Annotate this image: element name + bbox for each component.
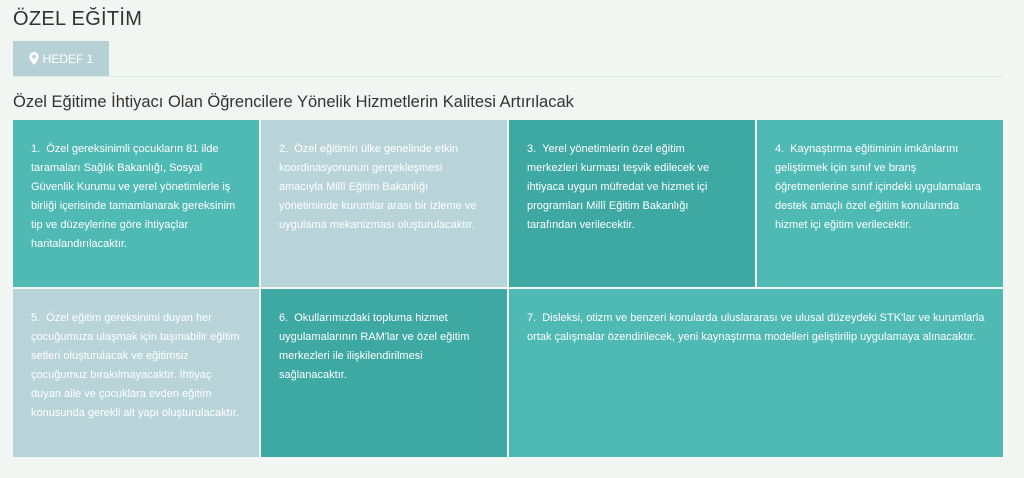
action-card-2 [261, 120, 507, 287]
action-text: Kaynaştırma eğitiminin imkânlarını geliştirmek için sınıf ve branş öğretmenlerine sınıf içindeki uygulamalara destek amaçlı özel eğitim konularında hizmet içi eğitim verilecektir. [775, 143, 982, 231]
action-grid [13, 120, 1003, 457]
action-number: 4. [775, 143, 785, 155]
action-card-7 [509, 289, 1003, 457]
action-number: 7. [527, 312, 537, 324]
goal-title: Özel Eğitime İhtiyacı Olan Öğrencilere Yönelik Hizmetlerin Kalitesi Artırılacak [13, 93, 574, 111]
action-card-1 [13, 120, 259, 287]
action-text: Özel eğitim gereksinimi duyan her çocuğumuza ulaşmak için taşınabilir eğitim setleri oluşturulacak ve eğitimsiz çocuğumuz bırakılmayacaktır. İhtiyaç duyan aile ve çocuklara evden eğitim konusunda gerekli alt yapı oluşturulacaktır. [31, 312, 240, 419]
action-text: Özel eğitimin ülke genelinde etkin koordinasyonunun gerçekleşmesi amacıyla Millî Eğitim Bakanlığı yönetiminde kurumlar arası bir izleme ve uygulama mekanizması oluşturulacaktır. [279, 143, 477, 231]
action-text: Disleksi, otizm ve benzeri konularda uluslararası ve ulusal düzeydeki STK'lar ve kurumlarla ortak çalışmalar özendirilecek, yeni kaynaştırma modelleri geliştirilip uygulamaya alınacaktır. [527, 312, 985, 343]
action-number: 3. [527, 143, 537, 155]
action-text: Okullarımızdaki topluma hizmet uygulamalarının RAM'lar ve özel eğitim merkezleri ile ilişkilendirilmesi sağlanacaktır. [279, 312, 470, 381]
action-card-3 [509, 120, 755, 287]
tab-label: HEDEF 1 [42, 51, 94, 66]
action-text: Yerel yönetimlerin özel eğitim merkezleri kurması teşvik edilecek ve ihtiyaca uygun müfredat ve hizmet içi programları Millî Eğitim Bakanlığı tarafından verilecektir. [527, 143, 710, 231]
page-title: ÖZEL EĞİTİM [13, 8, 143, 30]
action-card-5 [13, 289, 259, 457]
action-number: 6. [279, 312, 289, 324]
action-number: 1. [31, 143, 41, 155]
map-marker-icon [29, 52, 39, 65]
tab-hedef-1[interactable] [13, 41, 109, 76]
action-card-4 [757, 120, 1003, 287]
tabs-bar [13, 41, 1003, 77]
action-text: Özel gereksinimli çocukların 81 ilde taramaları Sağlık Bakanlığı, Sosyal Güvenlik Kurumu ve yerel yönetimlerle iş birliği içerisinde tamamlanarak gereksinim tip ve düzeylerine göre ihtiyaçlar haritalandırılacaktır. [31, 143, 236, 250]
action-number: 2. [279, 143, 289, 155]
action-number: 5. [31, 312, 41, 324]
action-card-6 [261, 289, 507, 457]
